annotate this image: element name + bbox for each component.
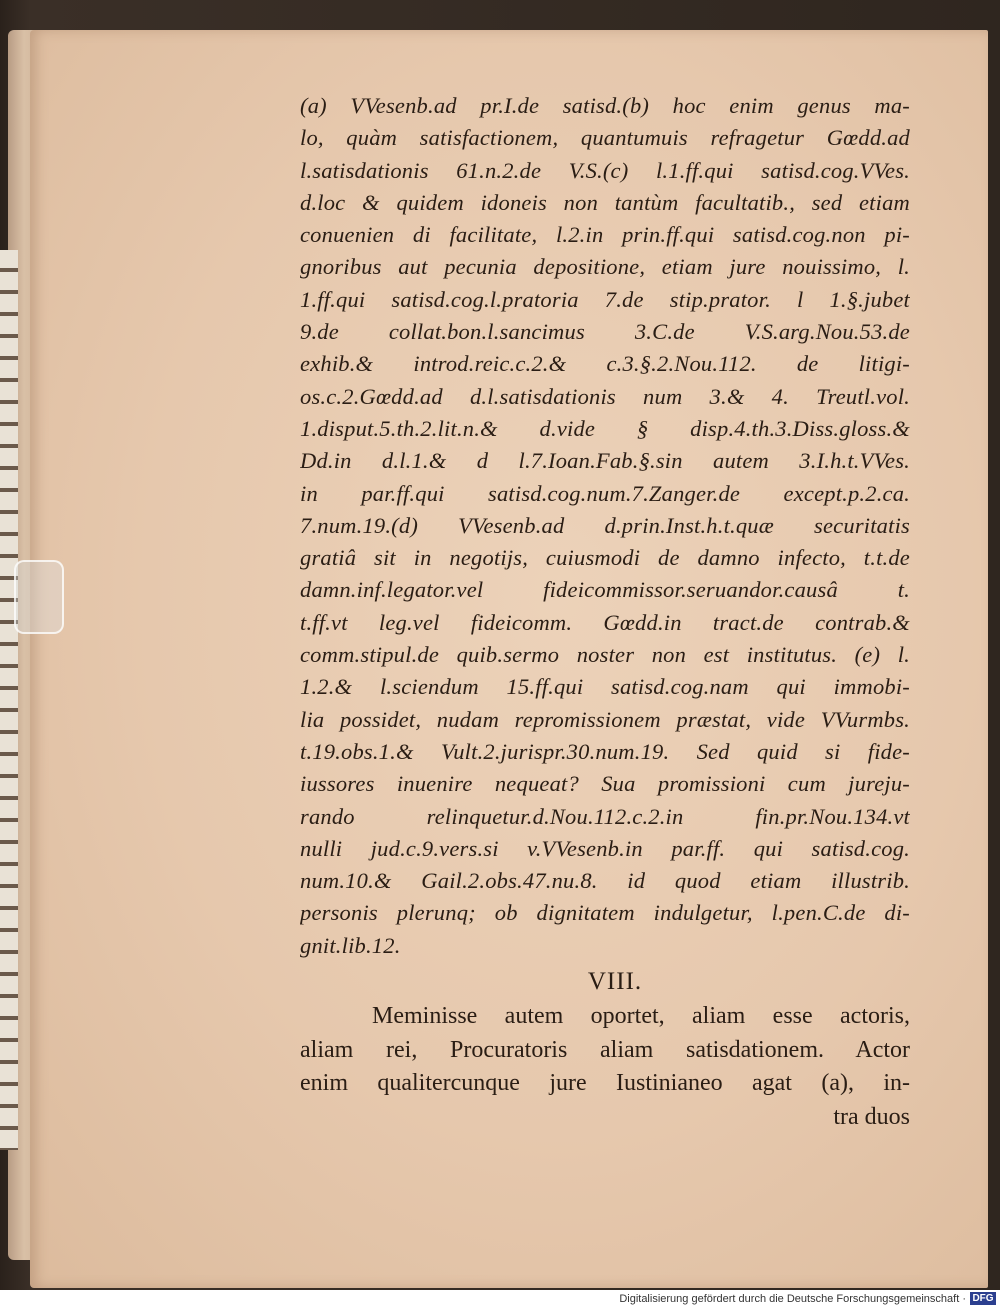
footnote-line: 9.de collat.bon.l.sancimus 3.C.de V.S.arg.Nou.53.de <box>300 319 910 345</box>
body-line: aliam rei, Procuratoris aliam satisdationem. Actor <box>300 1036 910 1063</box>
dfg-logo: DFG <box>970 1292 996 1305</box>
footnote-line: gratiâ sit in negotijs, cuiusmodi de damno infecto, t.t.de <box>300 545 910 571</box>
footnote-line: (a) VVesenb.ad pr.I.de satisd.(b) hoc enim genus ma- <box>300 93 910 118</box>
footnote-line: damn.inf.legator.vel fideicommissor.seruandor.causâ t. <box>300 577 910 603</box>
footnote-line: 7.num.19.(d) VVesenb.ad d.prin.Inst.h.t.quæ securitatis <box>300 512 910 538</box>
footnote-line: lo, quàm satisfactionem, quantumuis refragetur Gœdd.ad <box>300 125 910 151</box>
body-line: Meminisse autem oportet, aliam esse actoris, <box>372 1003 910 1030</box>
footnote-line: nulli jud.c.9.vers.si v.VVesenb.in par.ff. qui satisd.cog. <box>300 835 910 861</box>
footnote-line: conuenien di facilitate, l.2.in prin.ff.qui satisd.cog.non pi- <box>300 222 910 248</box>
body-line: tra duos <box>833 1103 910 1130</box>
footnote-line: num.10.& Gail.2.obs.47.nu.8. id quod etiam illustrib. <box>300 868 910 894</box>
digitization-credit: Digitalisierung gefördert durch die Deutsche Forschungsgemeinschaft · <box>619 1293 966 1305</box>
footnote-line: l.satisdationis 61.n.2.de V.S.(c) l.1.ff.qui satisd.cog.VVes. <box>300 157 910 183</box>
footnote-line: iussores inuenire nequeat? Sua promissioni cum jureju- <box>300 771 910 797</box>
body-text <box>300 1000 910 1134</box>
footnotes <box>300 90 910 962</box>
binding-tabs <box>0 250 18 1150</box>
footnote-line: lia possidet, nudam repromissionem præstat, vide VVurmbs. <box>300 706 910 732</box>
footnote-line: exhib.& introd.reic.c.2.& c.3.§.2.Nou.112. de litigi- <box>300 351 910 377</box>
footnote-line: gnoribus aut pecunia depositione, etiam jure nouissimo, l. <box>300 254 910 280</box>
body-line: enim qualitercunque jure Iustinianeo agat (a), in- <box>300 1070 910 1097</box>
footnote-line: gnit.lib.12. <box>300 932 401 958</box>
footnote-line: Dd.in d.l.1.& d l.7.Ioan.Fab.§.sin autem 3.I.h.t.VVes. <box>300 448 910 474</box>
footnote-line: t.ff.vt leg.vel fideicomm. Gœdd.in tract.de contrab.& <box>300 609 910 635</box>
footnote-line: d.loc & quidem idoneis non tantùm facultatib., sed etiam <box>300 189 910 215</box>
page-text <box>300 90 910 1134</box>
footnote-line: rando relinquetur.d.Nou.112.c.2.in fin.pr.Nou.134.vt <box>300 803 910 829</box>
footnote-line: 1.2.& l.sciendum 15.ff.qui satisd.cog.nam qui immobi- <box>300 674 910 700</box>
footnote-line: t.19.obs.1.& Vult.2.jurispr.30.num.19. Sed quid si fide- <box>300 738 910 764</box>
footnote-line: os.c.2.Gœdd.ad d.l.satisdationis num 3.& 4. Treutl.vol. <box>300 383 910 409</box>
footnote-line: 1.ff.qui satisd.cog.l.pratoria 7.de stip.prator. l 1.§.jubet <box>300 286 910 312</box>
footnote-line: personis plerunq; ob dignitatem indulgetur, l.pen.C.de di- <box>300 900 910 926</box>
section-number: VIII. <box>587 968 643 996</box>
footnote-line: in par.ff.qui satisd.cog.num.7.Zanger.de except.p.2.ca. <box>300 480 910 506</box>
footnote-line: comm.stipul.de quib.sermo noster non est institutus. (e) l. <box>300 642 910 668</box>
footnote-line: 1.disput.5.th.2.lit.n.& d.vide § disp.4.th.3.Diss.gloss.& <box>300 415 910 441</box>
page-clip <box>14 560 64 634</box>
